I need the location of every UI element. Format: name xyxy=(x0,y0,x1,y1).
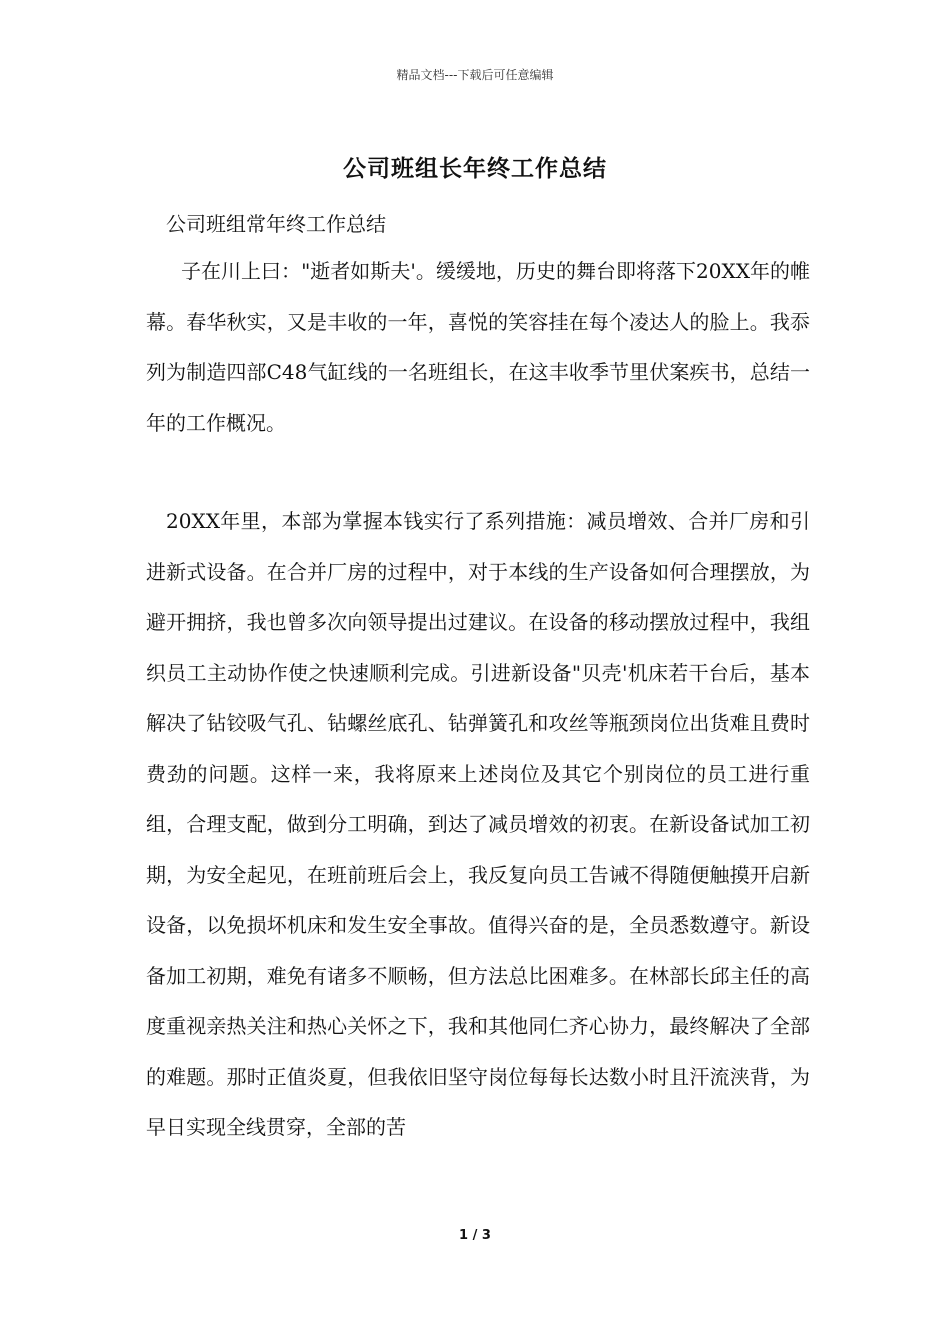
document-subtitle: 公司班组常年终工作总结 xyxy=(166,212,386,236)
paragraph-measures: 20XX年里，本部为掌握本钱实行了系列措施：减员增效、合并厂房和引进新式设备。在合并厂房的过程中，对于本线的生产设备如何合理摆放，为避开拥挤，我也曾多次向领导提出过建议。在设备的移动摆放过程中，我组织员工主动协作使之快速顺利完成。引进新设备"贝壳'机床若干台后，基本解决了钻铰吸气孔、钻螺丝底孔、钻弹簧孔和攻丝等瓶颈岗位出货难且费时费劲的问题。这样一来，我将原来上述岗位及其它个别岗位的员工进行重组，合理支配，做到分工明确，到达了减员增效的初衷。在新设备试加工初期，为安全起见，在班前班后会上，我反复向员工告诫不得随便触摸开启新设备，以免损坏机床和发生安全事故。值得兴奋的是，全员悉数遵守。新设备加工初期，难免有诸多不顺畅，但方法总比困难多。在林部长邱主任的高度重视亲热关注和热心关怀之下，我和其他同仁齐心协力，最终解决了全部的难题。那时正值炎夏，但我依旧坚守岗位每每长达数小时且汗流浃背，为早日实现全线贯穿，全部的苦 xyxy=(146,509,810,1139)
document-title: 公司班组长年终工作总结 xyxy=(343,155,607,182)
paragraph-intro: 子在川上曰："逝者如斯夫'。缓缓地，历史的舞台即将落下20XX年的帷幕。春华秋实，又是丰收的一年，喜悦的笑容挂在每个凌达人的脸上。我忝列为制造四部C48气缸线的一名班组长，在这丰收季节里伏案疾书，总结一年的工作概况。 xyxy=(146,259,810,435)
header-note: 精品文档---下载后可任意编辑 xyxy=(396,68,554,82)
page-number: 1 / 3 xyxy=(459,1228,491,1243)
